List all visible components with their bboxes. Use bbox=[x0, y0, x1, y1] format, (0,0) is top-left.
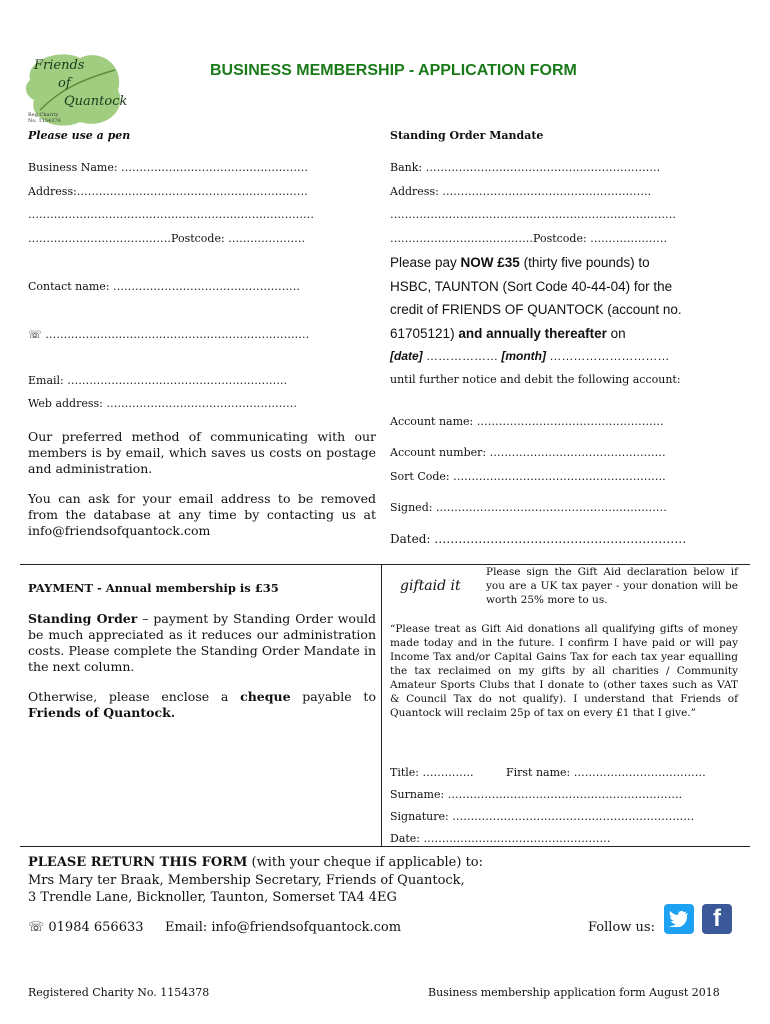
twitter-bird-icon bbox=[669, 911, 689, 927]
communication-preference-text: Our preferred method of communicating with our members is by email, which saves us costs on postage and administration. bbox=[28, 429, 376, 476]
pay-pre: Please pay bbox=[390, 255, 461, 270]
web-address-field[interactable]: Web address: ……………………………………………. bbox=[28, 397, 297, 410]
signature-field[interactable]: Signature: ………………………………………………………… bbox=[390, 810, 695, 823]
sort-code-field[interactable]: Sort Code: …………………………………………………. bbox=[390, 470, 666, 483]
date-field[interactable]: ……………… bbox=[422, 349, 502, 363]
column-divider bbox=[381, 564, 382, 846]
email-removal-text: You can ask for your email address to be removed from the database at any time by contacting us at info@friendsofquantock.com bbox=[28, 491, 376, 538]
so-line-4-pre: 61705121) bbox=[390, 325, 459, 341]
so-line-2: HSBC, TAUNTON (Sort Code 40-44-04) for the bbox=[390, 278, 673, 294]
signed-field[interactable]: Signed: ……………………………………………………… bbox=[390, 501, 667, 514]
address-field-2[interactable]: …………………………………………………………………… bbox=[28, 208, 314, 221]
pay-post: (thirty five pounds) to bbox=[519, 255, 650, 270]
payee: Friends of Quantock. bbox=[28, 705, 176, 720]
first-name-field[interactable]: First name: ……………………………… bbox=[506, 766, 706, 779]
so-bold: Standing Order bbox=[28, 611, 138, 626]
page-title: BUSINESS MEMBERSHIP - APPLICATION FORM bbox=[210, 62, 577, 79]
footer-charity-number: Registered Charity No. 1154378 bbox=[28, 986, 210, 999]
cheque-bold: cheque bbox=[240, 689, 291, 704]
pay-amount: NOW £35 bbox=[460, 255, 520, 270]
giftaid-logo: giftaid it bbox=[400, 578, 461, 594]
use-pen-note: Please use a pen bbox=[28, 129, 131, 142]
cheque-payment-text bbox=[28, 689, 376, 721]
bank-address-field-1[interactable]: Address: ………………………………………………… bbox=[390, 185, 652, 198]
logo-line-3: Quantock bbox=[64, 94, 128, 109]
return-address-1: Mrs Mary ter Braak, Membership Secretary, Friends of Quantock, bbox=[28, 873, 465, 888]
dated-field[interactable]: Dated: ……………………………………………………… bbox=[390, 532, 687, 546]
return-heading-post: (with your cheque if applicable) to: bbox=[247, 855, 483, 870]
so-line-4-post: on bbox=[606, 325, 626, 341]
cheque-pre: Otherwise, please enclose a bbox=[28, 689, 241, 704]
follow-us-label: Follow us: bbox=[588, 920, 655, 935]
logo-charity-1: Reg Charity bbox=[28, 112, 59, 118]
account-name-field[interactable]: Account name: …………………………………………… bbox=[390, 415, 664, 428]
bank-address-field-2[interactable]: …………………………………………………………………… bbox=[390, 208, 676, 221]
payment-heading: PAYMENT - Annual membership is £35 bbox=[28, 581, 279, 595]
email-field[interactable]: Email: …………………………………………………… bbox=[28, 374, 288, 387]
so-line-3: credit of FRIENDS OF QUANTOCK (account no. bbox=[390, 302, 682, 317]
month-label: [month] bbox=[501, 349, 546, 363]
title-field[interactable]: Title: ………….. bbox=[390, 766, 474, 779]
until-notice-text: until further notice and debit the following account: bbox=[390, 373, 681, 386]
standing-order-payment-text bbox=[28, 611, 376, 675]
gift-date-field[interactable]: Date: …………………………………………… bbox=[390, 832, 611, 845]
return-heading-line bbox=[28, 855, 483, 870]
return-divider bbox=[20, 846, 750, 847]
logo-charity-2: No. 1154378 bbox=[28, 118, 61, 124]
cheque-post: payable to bbox=[290, 689, 376, 704]
account-number-field[interactable]: Account number: ………………………………………… bbox=[390, 446, 666, 459]
bank-postcode-field[interactable]: …………………………………Postcode: ………………… bbox=[390, 232, 668, 245]
date-label: [date] bbox=[390, 349, 423, 363]
so-text: – payment by Standing Order would be much appreciated as it reduces our administration costs. Please complete the Standing Order Mandate in the next column. bbox=[28, 611, 376, 674]
logo-line-1: Friends bbox=[34, 58, 85, 73]
standing-order-heading: Standing Order Mandate bbox=[390, 129, 544, 142]
friends-of-quantock-logo bbox=[20, 50, 130, 132]
address-field-1[interactable]: Address:……………………………………………………… bbox=[28, 185, 308, 198]
bank-field[interactable]: Bank: ………………………………………………………. bbox=[390, 161, 661, 174]
address-postcode-field[interactable]: …………………………………Postcode: ………………… bbox=[28, 232, 306, 245]
return-address-2: 3 Trendle Lane, Bicknoller, Taunton, Somerset TA4 4EG bbox=[28, 890, 397, 905]
return-heading: PLEASE RETURN THIS FORM bbox=[28, 855, 248, 870]
surname-field[interactable]: Surname: ………………………………………………………. bbox=[390, 788, 683, 801]
giftaid-declaration: “Please treat as Gift Aid donations all qualifying gifts of money made today and in the future. I confirm I have paid or will pay Income Tax and/or Capital Gains Tax for each tax year equalling the tax reclaimed on my gifts by all charities / Community Amateur Sports Clubs that I donate to (other taxes such as VAT & Council Tax do not qualify). I understand that Friends of Quantock will reclaim 25p of tax on every £1 that I give.” bbox=[390, 623, 738, 719]
facebook-icon[interactable]: f bbox=[702, 904, 732, 934]
phone-field[interactable]: ☏ ……………………………………………………………… bbox=[28, 328, 310, 341]
return-phone: ☏ 01984 656633 bbox=[28, 920, 144, 935]
contact-name-field[interactable]: Contact name: …………………………………………… bbox=[28, 280, 300, 293]
month-field[interactable]: ………………………… bbox=[546, 349, 670, 363]
logo-line-2: of bbox=[58, 76, 71, 91]
twitter-icon[interactable] bbox=[664, 904, 694, 934]
footer-form-version: Business membership application form August 2018 bbox=[428, 986, 720, 999]
giftaid-intro: Please sign the Gift Aid declaration below if you are a UK tax payer - your donation will be worth 25% more to us. bbox=[486, 566, 738, 606]
return-email[interactable]: Email: info@friendsofquantock.com bbox=[165, 920, 402, 935]
business-name-field[interactable]: Business Name: …………………………………………… bbox=[28, 161, 309, 174]
so-line-4-bold: and annually thereafter bbox=[458, 325, 607, 341]
standing-order-instructions bbox=[390, 251, 750, 369]
